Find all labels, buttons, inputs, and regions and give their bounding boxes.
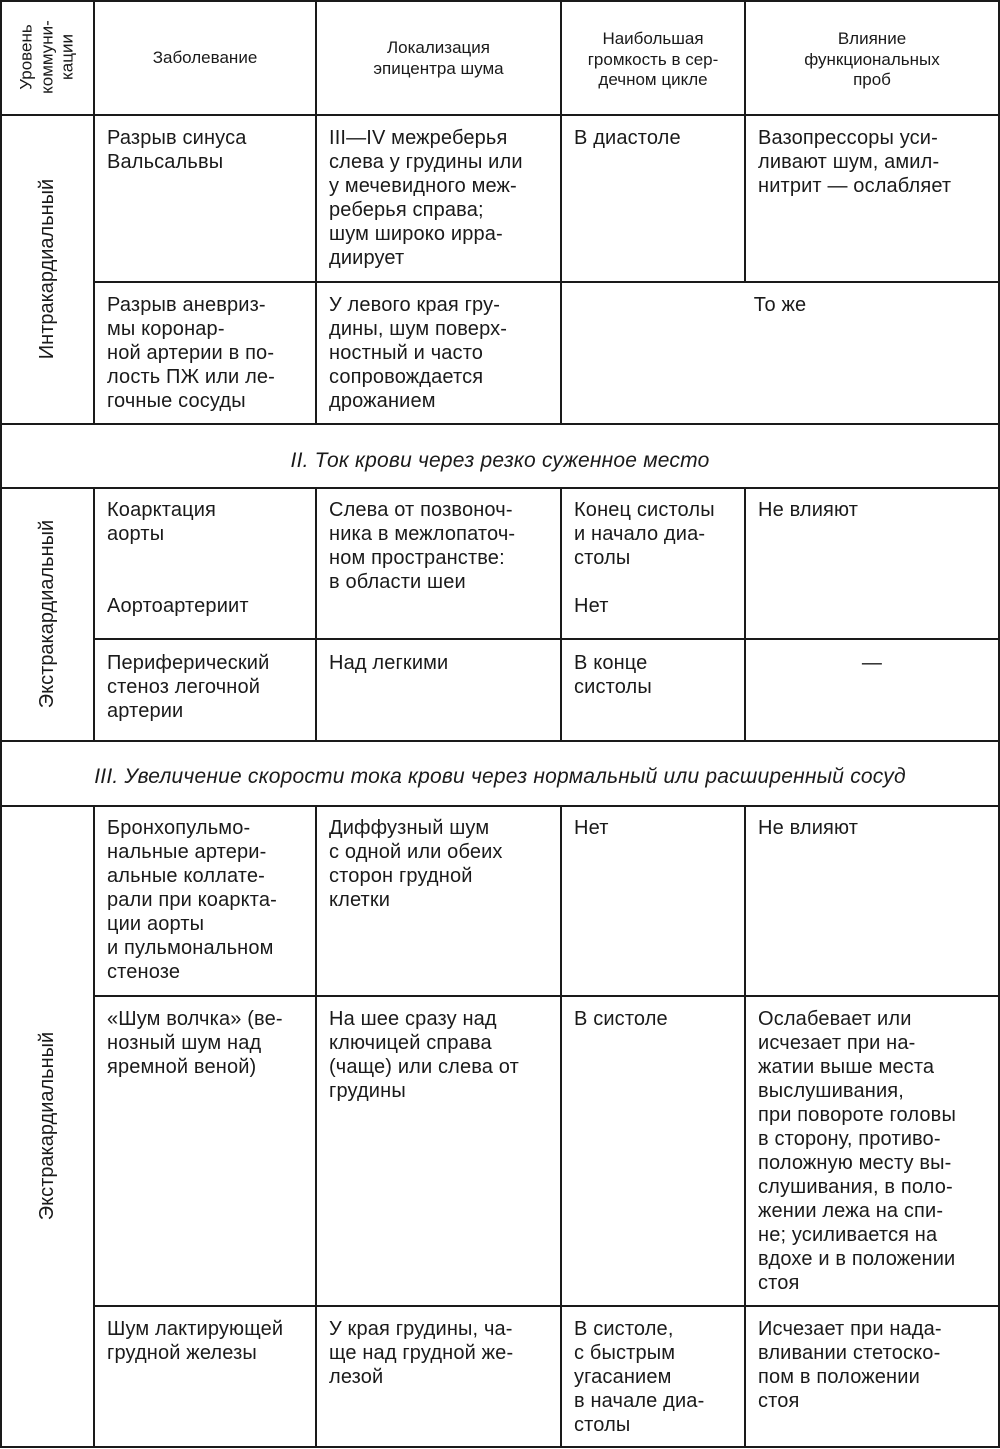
column-rule	[744, 487, 746, 741]
tests-cell: Вазопрессоры уси- ливают шум, амил- нитрит — ослабляет	[758, 127, 952, 197]
row-rule	[93, 281, 1000, 283]
location-cell: III—IV межреберья слева у грудины или у мечевидного меж- реберья справа; шум широко ирра- диирует	[329, 127, 523, 269]
column-rule	[315, 487, 317, 741]
loudness-cell: В систоле, с быстрым угасанием в начале диа- столы	[574, 1318, 705, 1436]
disease-cell: Периферический стеноз легочной артерии	[107, 652, 270, 722]
table-bottom-border	[0, 1446, 1000, 1448]
column-rule	[744, 805, 746, 1448]
row-rule	[93, 638, 1000, 640]
tests-cell: —	[861, 652, 883, 674]
location-cell: У левого края гру- дины, шум поверх- ностный и часто сопровождается дрожанием	[329, 294, 508, 412]
disease-cell: Шум лактирующей грудной железы	[107, 1318, 284, 1364]
section-bottom-rule	[0, 805, 1000, 807]
loudness-cell: В систоле	[574, 1008, 668, 1030]
disease-cell: Разрыв аневриз- мы коронар- ной артерии в по- лость ПЖ или ле- гочные сосуды	[107, 294, 275, 412]
section-bottom-rule	[0, 487, 1000, 489]
location-cell: Диффузный шум с одной или обеих сторон грудной клетки	[329, 817, 503, 911]
location-cell: На шее сразу над ключицей справа (чаще) или слева от грудины	[329, 1008, 519, 1102]
header-location: Локализация эпицентра шума	[373, 38, 504, 78]
column-rule	[560, 487, 562, 741]
table-left-border	[0, 487, 2, 741]
location-cell: Слева от позвоноч- ника в межлопаточ- ном пространстве: в области шеи	[329, 499, 516, 593]
column-rule	[93, 805, 95, 1448]
section-top-rule	[0, 740, 1000, 742]
row-rule	[93, 995, 1000, 997]
section-heading: II. Ток крови через резко суженное место	[290, 449, 710, 472]
group-level-label: Экстракардиальный	[36, 1031, 58, 1221]
header-tests: Влияние функциональных проб	[804, 29, 940, 89]
group-level-label: Интракардиальный	[36, 178, 58, 360]
tests-cell: Не влияют	[758, 817, 859, 839]
table-left-border	[0, 805, 2, 1448]
loudness-cell: Конец систолы и начало диа- столы Нет	[574, 499, 715, 617]
tests-cell: Ослабевает или исчезает при на- жатии выше места выслушивания, при повороте головы в сторону, противо- положную месту вы- слушивания, в поло- жении лежа на спи- не; усиливается на вдохе и в положении стоя	[758, 1008, 956, 1294]
header-level: Уровень коммуни- кации	[16, 20, 77, 94]
column-rule	[93, 487, 95, 741]
tests-cell: Не влияют	[758, 499, 859, 521]
header-loudness: Наибольшая громкость в сер- дечном цикле	[587, 29, 719, 89]
row-rule	[93, 1305, 1000, 1307]
loudness-cell: В конце систолы	[574, 652, 652, 698]
header-bottom-rule	[0, 114, 1000, 116]
group-level-label: Экстракардиальный	[36, 519, 58, 709]
location-cell: Над легкими	[329, 652, 449, 674]
table-top-border	[0, 0, 1000, 2]
disease-cell: «Шум волчка» (ве- нозный шум над яремной веной)	[107, 1008, 283, 1078]
loudness-cell: Нет	[574, 817, 609, 839]
section-heading: III. Увеличение скорости тока крови через нормальный или расширенный сосуд	[94, 765, 906, 788]
header-disease: Заболевание	[152, 48, 258, 67]
disease-cell: Разрыв синуса Вальсальвы	[107, 127, 247, 173]
tests-cell: Исчезает при нада- вливании стетоско- пом в положении стоя	[758, 1318, 942, 1412]
table-left-border	[0, 0, 2, 424]
section-top-rule	[0, 423, 1000, 425]
disease-cell: Коарктация аорты Аортоартериит	[107, 499, 249, 617]
column-rule	[560, 805, 562, 1448]
location-cell: У края грудины, ча- ще над грудной же- лезой	[329, 1318, 514, 1388]
column-rule	[315, 805, 317, 1448]
loudness-cell: В диастоле	[574, 127, 681, 149]
merged-cell: То же	[753, 294, 807, 316]
disease-cell: Бронхопульмо- нальные артери- альные коллате- рали при коаркта- ции аорты и пульмональном стенозе	[107, 817, 277, 983]
